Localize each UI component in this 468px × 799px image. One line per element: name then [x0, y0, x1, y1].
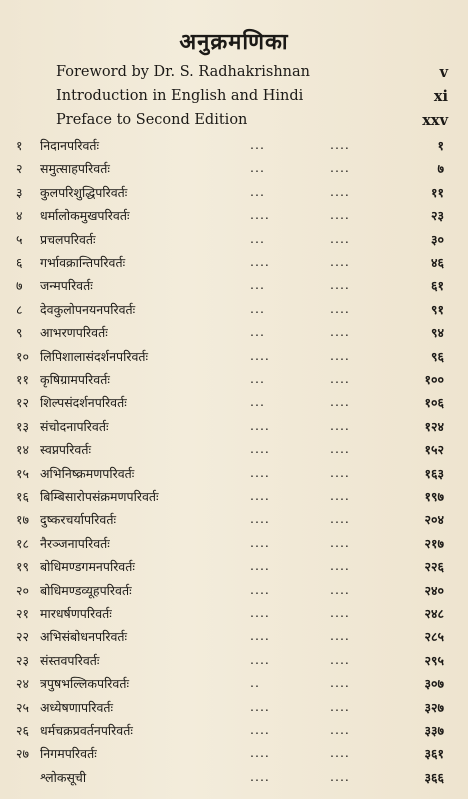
- leader-dots: ....: [330, 254, 350, 269]
- chapter-title: धर्मालोकमुखपरिवर्तः: [40, 208, 130, 224]
- chapter-title: अध्येषणापरिवर्तः: [40, 699, 114, 715]
- chapter-page: ७: [437, 161, 444, 177]
- leader-dots: ....: [250, 347, 270, 363]
- leader-dots: ....: [250, 698, 270, 714]
- leader-dots: ....: [330, 581, 350, 597]
- chapter-title: कृषिग्रामपरिवर्तः: [40, 372, 110, 387]
- chapter-row: [0, 488, 468, 511]
- chapter-title: शिल्पसंदर्शनपरिवर्तः: [40, 395, 127, 411]
- chapter-title: आभरणपरिवर्तः: [40, 325, 108, 341]
- leader-dots: ....: [330, 324, 350, 340]
- chapter-page: २०४: [424, 512, 444, 528]
- chapter-row: [0, 628, 468, 651]
- chapter-row: [0, 652, 468, 675]
- leader-dots: ....: [250, 558, 270, 574]
- chapter-title: अभिनिष्क्रमणपरिवर्तः: [40, 465, 135, 481]
- leader-dots: ....: [330, 722, 350, 737]
- chapter-page: १२४: [424, 418, 444, 434]
- chapter-page: ९६: [430, 348, 444, 364]
- chapter-number: ११: [16, 372, 30, 387]
- chapter-page: ६१: [430, 278, 444, 294]
- chapter-number: ९: [16, 325, 23, 341]
- chapter-row: [0, 207, 468, 230]
- chapter-page: ४६: [430, 255, 444, 270]
- chapter-number: १०: [16, 348, 30, 364]
- leader-dots: ...: [250, 160, 265, 176]
- leader-dots: ....: [250, 768, 270, 784]
- leader-dots: ....: [250, 488, 270, 503]
- leader-dots: ....: [330, 183, 350, 199]
- chapter-row: [0, 394, 468, 417]
- chapter-title: जन्मपरिवर्तः: [40, 278, 93, 294]
- chapter-row: [0, 371, 468, 394]
- chapter-title: मारधर्षणपरिवर्तः: [40, 606, 112, 621]
- chapter-row: [0, 699, 468, 722]
- leader-dots: ....: [330, 230, 350, 246]
- chapter-row: [0, 184, 468, 207]
- chapter-number: १८: [16, 535, 30, 551]
- chapter-page: ३३७: [424, 723, 444, 738]
- leader-dots: ....: [250, 581, 270, 597]
- leader-dots: ...: [250, 371, 265, 386]
- leader-dots: ....: [330, 347, 350, 363]
- chapter-title: निगमपरिवर्तः: [40, 746, 97, 762]
- chapter-row: [0, 301, 468, 324]
- chapter-row: [0, 465, 468, 488]
- chapter-row: [0, 535, 468, 558]
- chapter-row: [0, 582, 468, 605]
- chapter-number: १३: [16, 418, 30, 434]
- leader-dots: ....: [330, 394, 350, 410]
- chapter-row: [0, 675, 468, 698]
- chapter-number: २०: [16, 582, 30, 598]
- leader-dots: ....: [250, 651, 270, 667]
- leader-dots: ....: [250, 441, 270, 457]
- leader-dots: ....: [330, 651, 350, 667]
- leader-dots: ....: [330, 464, 350, 480]
- chapter-page: ३०७: [424, 676, 444, 692]
- chapter-row: [0, 722, 468, 745]
- chapter-page: १००: [424, 372, 444, 387]
- chapter-number: १२: [16, 395, 30, 411]
- chapter-title: दुष्करचर्यापरिवर्तः: [40, 512, 116, 528]
- chapter-title: धर्मचक्रप्रवर्तनपरिवर्तः: [40, 723, 133, 738]
- leader-dots: ....: [330, 511, 350, 527]
- chapter-number: ८: [16, 301, 23, 317]
- leader-dots: ...: [250, 183, 265, 199]
- chapter-page: ९४: [430, 325, 444, 341]
- chapter-number: २१: [16, 606, 30, 621]
- leader-dots: ....: [330, 628, 350, 644]
- page-title: अनुक्रमणिका: [179, 29, 289, 55]
- chapter-row: [0, 745, 468, 768]
- chapter-row: [0, 605, 468, 628]
- leader-dots: ...: [250, 300, 265, 316]
- chapter-number: २६: [16, 723, 30, 738]
- chapter-number: ३: [16, 184, 23, 200]
- chapter-page: २४०: [424, 582, 444, 598]
- chapter-row: [0, 441, 468, 464]
- chapter-title: देवकुलोपनयनपरिवर्तः: [40, 301, 136, 317]
- leader-dots: ....: [250, 745, 270, 761]
- chapter-title: कुलपरिशुद्धिपरिवर्तः: [40, 184, 128, 200]
- chapter-page: १६३: [424, 465, 444, 481]
- leader-dots: ....: [250, 417, 270, 433]
- front-matter-label: Introduction in English and Hindi: [56, 88, 304, 104]
- chapter-title: स्वप्नपरिवर्तः: [40, 442, 91, 458]
- chapter-page: ३२७: [424, 699, 444, 715]
- front-matter-page: xxv: [422, 112, 448, 129]
- chapter-title: प्रचलपरिवर्तः: [40, 231, 96, 247]
- leader-dots: ....: [330, 605, 350, 620]
- chapter-page: १०६: [424, 395, 444, 411]
- chapter-title: अभिसंबोधनपरिवर्तः: [40, 629, 128, 645]
- chapter-row: [0, 324, 468, 347]
- chapter-number: १४: [16, 442, 30, 458]
- leader-dots: ...: [250, 277, 265, 293]
- leader-dots: ....: [250, 628, 270, 644]
- chapter-page: १९७: [424, 489, 444, 504]
- chapter-title: त्रपुषभल्लिकपरिवर्तः: [40, 676, 130, 692]
- chapter-row: [0, 231, 468, 254]
- chapter-page: २८५: [424, 629, 444, 645]
- chapter-row: [0, 137, 468, 160]
- leader-dots: ....: [330, 137, 350, 152]
- front-matter-label: Foreword by Dr. S. Radhakrishnan: [56, 64, 310, 80]
- chapter-page: ११: [430, 184, 444, 200]
- leader-dots: ....: [330, 371, 350, 386]
- front-matter-page: xi: [433, 88, 448, 105]
- chapter-page: २४८: [424, 606, 444, 621]
- chapter-page: १: [437, 138, 444, 153]
- chapter-title: गर्भावक्रान्तिपरिवर्तः: [40, 255, 126, 270]
- leader-dots: ...: [250, 230, 265, 246]
- chapter-page: २९५: [424, 652, 444, 668]
- front-matter-label: Preface to Second Edition: [56, 112, 248, 128]
- leader-dots: ....: [330, 558, 350, 574]
- leader-dots: ....: [250, 605, 270, 620]
- leader-dots: ....: [330, 675, 350, 691]
- chapter-number: ७: [16, 278, 23, 294]
- chapter-title: बिम्बिसारोपसंक्रमणपरिवर्तः: [40, 489, 159, 504]
- chapter-number: १: [16, 138, 23, 153]
- leader-dots: ....: [330, 768, 350, 784]
- chapter-title: बोधिमण्डगमनपरिवर्तः: [40, 559, 135, 575]
- leader-dots: ....: [330, 698, 350, 714]
- chapter-number: २३: [16, 652, 30, 668]
- chapter-page: २३: [430, 208, 444, 224]
- chapter-row: [0, 348, 468, 371]
- leader-dots: ....: [330, 441, 350, 457]
- leader-dots: ...: [250, 324, 265, 340]
- leader-dots: ....: [250, 207, 270, 223]
- chapter-title: निदानपरिवर्तः: [40, 138, 100, 153]
- leader-dots: ....: [330, 488, 350, 503]
- leader-dots: ....: [330, 534, 350, 550]
- chapter-row: [0, 769, 468, 792]
- chapter-number: २४: [16, 676, 30, 692]
- leader-dots: ....: [330, 277, 350, 293]
- chapter-page: ३०: [430, 231, 444, 247]
- chapter-page: २२६: [424, 559, 444, 575]
- leader-dots: ....: [250, 534, 270, 550]
- leader-dots: ...: [250, 394, 265, 410]
- chapter-number: २७: [16, 746, 30, 762]
- chapter-row: [0, 160, 468, 183]
- chapter-page: ३६६: [424, 769, 444, 785]
- chapter-row: [0, 558, 468, 581]
- chapter-page: १५२: [424, 442, 444, 458]
- chapter-number: २२: [16, 629, 30, 645]
- chapter-title: संस्तवपरिवर्तः: [40, 652, 100, 668]
- chapter-row: [0, 277, 468, 300]
- leader-dots: ....: [250, 722, 270, 737]
- chapter-number: २: [16, 161, 23, 177]
- chapter-page: ३६१: [424, 746, 444, 762]
- front-matter-page: v: [439, 64, 448, 81]
- leader-dots: ....: [250, 511, 270, 527]
- chapter-row: [0, 418, 468, 441]
- chapter-title: संचोदनापरिवर्तः: [40, 418, 109, 434]
- chapter-row: [0, 511, 468, 534]
- leader-dots: ....: [330, 160, 350, 176]
- chapter-title: नैरञ्जनापरिवर्तः: [40, 535, 110, 551]
- chapter-number: १५: [16, 465, 30, 481]
- leader-dots: ....: [250, 254, 270, 269]
- chapter-number: ६: [16, 255, 23, 270]
- leader-dots: ....: [250, 464, 270, 480]
- chapter-number: ४: [16, 208, 23, 224]
- leader-dots: ....: [330, 207, 350, 223]
- leader-dots: ....: [330, 417, 350, 433]
- chapter-page: ९१: [430, 301, 444, 317]
- chapter-number: १६: [16, 489, 30, 504]
- chapter-number: ५: [16, 231, 23, 247]
- chapter-row: [0, 254, 468, 277]
- chapter-page: २१७: [424, 535, 444, 551]
- leader-dots: ....: [330, 300, 350, 316]
- chapter-number: १९: [16, 559, 30, 575]
- chapter-title: बोधिमण्डव्यूहपरिवर्तः: [40, 582, 132, 598]
- chapter-title: श्लोकसूची: [40, 769, 87, 785]
- chapter-number: १७: [16, 512, 30, 528]
- chapter-title: समुत्साहपरिवर्तः: [40, 161, 110, 177]
- leader-dots: ....: [330, 745, 350, 761]
- chapter-number: २५: [16, 699, 30, 715]
- chapter-title: लिपिशालासंदर्शनपरिवर्तः: [40, 348, 149, 364]
- leader-dots: ...: [250, 137, 265, 152]
- leader-dots: ..: [250, 675, 260, 691]
